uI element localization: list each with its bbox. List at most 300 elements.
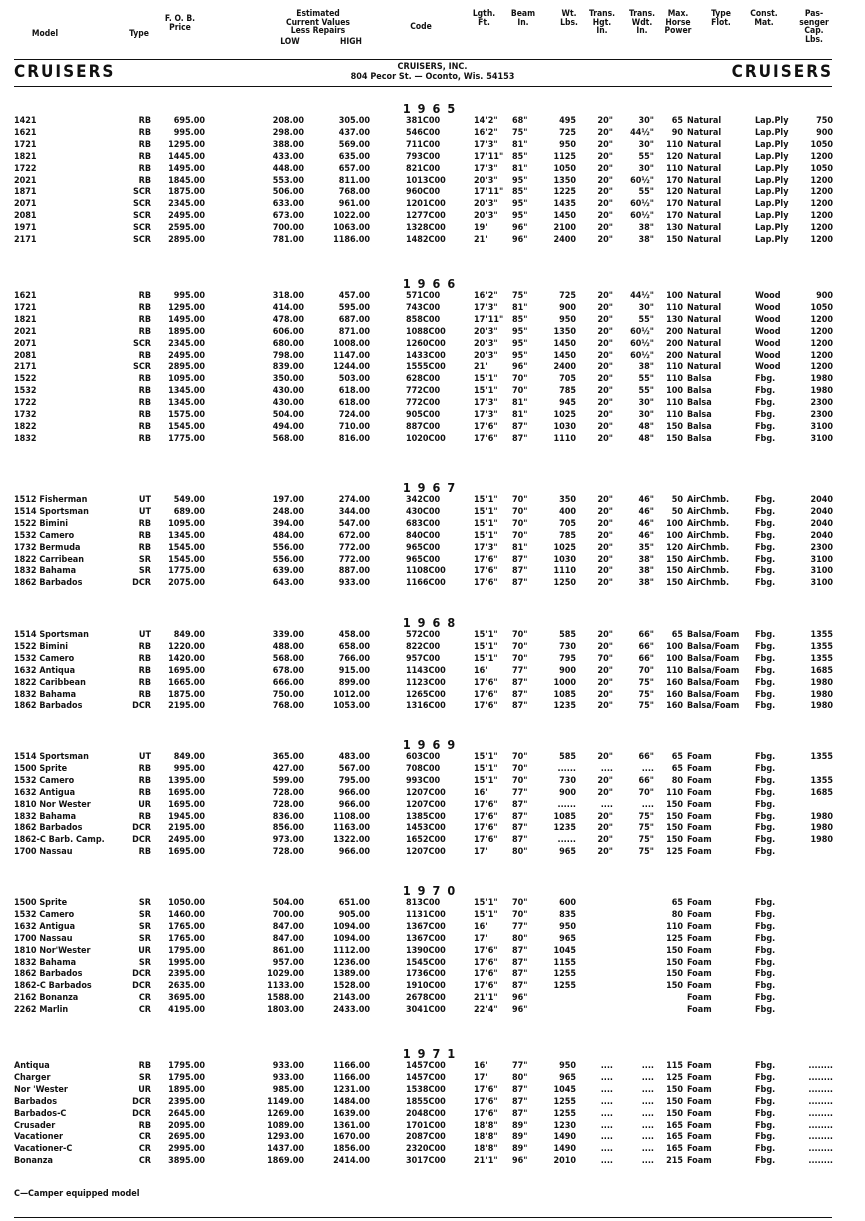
cell-price: 1875.00 xyxy=(168,689,205,700)
cell-price: 2995.00 xyxy=(168,1144,205,1155)
cell-code: 1207C00 xyxy=(406,799,446,810)
cell-high: 1008.00 xyxy=(333,338,370,349)
cell-type: UR xyxy=(138,1084,151,1095)
cell-hp: 100 xyxy=(666,653,683,664)
cell-low: 298.00 xyxy=(272,127,304,138)
cell-price: 3695.00 xyxy=(168,993,205,1004)
cell-hp: 150 xyxy=(666,1108,683,1119)
cell-beam: 70" xyxy=(512,909,528,920)
cell-type: CR xyxy=(138,1156,151,1167)
cell-length: 17'3" xyxy=(474,410,498,420)
cell-high: 2143.00 xyxy=(333,993,370,1004)
cell-hp: 100 xyxy=(666,530,683,541)
cell-low: 606.00 xyxy=(272,326,304,337)
cell-code: 1131C00 xyxy=(406,909,446,920)
cell-hp: 165 xyxy=(666,1120,683,1131)
cell-flotation: Foam xyxy=(687,847,712,858)
cell-price: 695.00 xyxy=(173,116,205,126)
cell-weight: 1050 xyxy=(553,163,576,174)
cell-code: 772C00 xyxy=(406,386,441,397)
cell-code: 1457C00 xyxy=(406,1061,446,1071)
cell-hp: 110 xyxy=(666,163,683,174)
table-row xyxy=(0,531,865,542)
cell-low: 506.00 xyxy=(272,187,304,198)
cell-flotation: Foam xyxy=(687,933,712,944)
cell-type: SR xyxy=(138,933,151,944)
cell-hp: 150 xyxy=(666,799,683,810)
cell-hp: 150 xyxy=(666,566,683,577)
cell-type: RB xyxy=(138,350,151,361)
cell-price: 2195.00 xyxy=(168,701,205,712)
cell-length: 17'6" xyxy=(474,554,498,565)
cell-high: 1856.00 xyxy=(333,1144,370,1155)
cell-construction: Fbg. xyxy=(755,641,776,652)
cell-flotation: AirChmb. xyxy=(687,554,730,565)
cell-low: 1089.00 xyxy=(267,1120,304,1131)
cell-code: 1453C00 xyxy=(406,823,446,834)
cell-beam: 80" xyxy=(512,847,528,858)
cell-weight: 705 xyxy=(559,374,576,385)
cell-capacity: 2040 xyxy=(810,495,833,505)
cell-low: 318.00 xyxy=(272,291,304,301)
cell-code: 858C00 xyxy=(406,314,441,325)
cell-beam: 70" xyxy=(512,630,528,640)
cell-flotation: Balsa xyxy=(687,421,712,432)
cell-model: 1514 Sportsman xyxy=(14,752,89,762)
cell-capacity: 1355 xyxy=(810,630,833,640)
table-row xyxy=(0,800,865,811)
cell-construction: Lap.Ply xyxy=(755,151,789,162)
cell-price: 1420.00 xyxy=(168,653,205,664)
cell-trans-height: 20" xyxy=(597,677,613,688)
cell-weight: 400 xyxy=(559,506,576,517)
cell-flotation: Foam xyxy=(687,811,712,822)
cell-trans-width: 66" xyxy=(638,653,654,664)
cell-trans-width: .... xyxy=(641,1061,654,1071)
cell-trans-height: 20" xyxy=(597,302,613,313)
cell-trans-width: 38" xyxy=(638,235,654,245)
table-row xyxy=(0,235,865,246)
cell-type: SR xyxy=(138,957,151,968)
cell-hp: 100 xyxy=(666,291,683,301)
cell-construction: Fbg. xyxy=(755,542,776,553)
cell-capacity: ........ xyxy=(808,1132,833,1143)
cell-low: 700.00 xyxy=(272,223,304,234)
cell-construction: Wood xyxy=(755,302,781,313)
cell-code: 793C00 xyxy=(406,151,441,162)
cell-trans-height: 20" xyxy=(597,689,613,700)
table-row xyxy=(0,1121,865,1132)
cell-price: 2345.00 xyxy=(168,199,205,210)
cell-flotation: Natural xyxy=(687,151,722,162)
cell-code: 2678C00 xyxy=(406,993,446,1004)
cell-construction: Lap.Ply xyxy=(755,211,789,222)
cell-trans-height: 20" xyxy=(597,787,613,798)
cell-length: 15'1" xyxy=(474,752,498,762)
cell-price: 2895.00 xyxy=(168,362,205,373)
cell-capacity: 1200 xyxy=(810,350,833,361)
cell-weight: 1110 xyxy=(553,566,576,577)
table-row xyxy=(0,678,865,689)
cell-price: 2345.00 xyxy=(168,338,205,349)
cell-hp: 165 xyxy=(666,1132,683,1143)
cell-capacity: 1200 xyxy=(810,223,833,234)
cell-hp: 150 xyxy=(666,235,683,245)
cell-type: SR xyxy=(138,566,151,577)
cell-trans-width: 60½" xyxy=(630,338,654,349)
cell-low: 1869.00 xyxy=(267,1156,304,1167)
cell-low: 556.00 xyxy=(272,554,304,565)
cell-model: 2262 Marlin xyxy=(14,1005,69,1016)
cell-construction: Fbg. xyxy=(755,799,776,810)
cell-hp: 130 xyxy=(666,314,683,325)
cell-high: 724.00 xyxy=(338,410,370,420)
cell-capacity: 1355 xyxy=(810,641,833,652)
cell-low: 248.00 xyxy=(272,506,304,517)
cell-trans-width: 38" xyxy=(638,362,654,373)
cell-beam: 87" xyxy=(512,823,528,834)
cell-construction: Lap.Ply xyxy=(755,235,789,245)
header-capacity: Pas- senger Cap. Lbs. xyxy=(799,9,829,45)
cell-beam: 96" xyxy=(512,235,528,245)
cell-hp: 110 xyxy=(666,362,683,373)
table-row xyxy=(0,1061,865,1072)
cell-beam: 70" xyxy=(512,518,528,529)
cell-beam: 95" xyxy=(512,338,528,349)
cell-weight: 1155 xyxy=(553,957,576,968)
cell-construction: Wood xyxy=(755,314,781,325)
cell-trans-width: 35" xyxy=(638,542,654,553)
cell-beam: 85" xyxy=(512,187,528,198)
table-row xyxy=(0,199,865,210)
cell-flotation: Balsa/Foam xyxy=(687,677,740,688)
cell-beam: 96" xyxy=(512,1005,528,1016)
cell-length: 21'1" xyxy=(474,1156,498,1167)
cell-high: 871.00 xyxy=(338,326,370,337)
cell-type: SCR xyxy=(132,362,151,373)
cell-high: 710.00 xyxy=(338,421,370,432)
cell-construction: Fbg. xyxy=(755,518,776,529)
table-row xyxy=(0,519,865,530)
cell-price: 1775.00 xyxy=(168,433,205,444)
cell-trans-height: 20" xyxy=(597,139,613,150)
cell-weight: 1000 xyxy=(553,677,576,688)
cell-type: RB xyxy=(138,326,151,337)
cell-flotation: Natural xyxy=(687,127,722,138)
cell-length: 17'3" xyxy=(474,163,498,174)
cell-weight: 1045 xyxy=(553,945,576,956)
cell-model: 1621 xyxy=(14,127,37,138)
cell-low: 861.00 xyxy=(272,945,304,956)
cell-model: Nor 'Wester xyxy=(14,1084,68,1095)
cell-capacity: 1200 xyxy=(810,235,833,245)
cell-capacity: 1050 xyxy=(810,302,833,313)
cell-capacity: 1200 xyxy=(810,211,833,222)
cell-model: 1832 Bahama xyxy=(14,689,77,700)
cell-hp: 160 xyxy=(666,677,683,688)
cell-length: 16' xyxy=(474,665,488,676)
cell-high: 933.00 xyxy=(338,578,370,589)
cell-model: 1632 Antiqua xyxy=(14,665,76,676)
table-row xyxy=(0,788,865,799)
cell-weight: 725 xyxy=(559,127,576,138)
cell-code: 960C00 xyxy=(406,187,441,198)
cell-high: 1094.00 xyxy=(333,921,370,932)
cell-flotation: Foam xyxy=(687,957,712,968)
cell-flotation: Foam xyxy=(687,1061,712,1071)
cell-price: 2395.00 xyxy=(168,969,205,980)
table-row xyxy=(0,812,865,823)
cell-length: 17'6" xyxy=(474,689,498,700)
cell-hp: 150 xyxy=(666,421,683,432)
cell-beam: 89" xyxy=(512,1144,528,1155)
cell-type: CR xyxy=(138,1005,151,1016)
cell-hp: 100 xyxy=(666,641,683,652)
cell-type: SR xyxy=(138,921,151,932)
table-row xyxy=(0,958,865,969)
cell-model: 1514 Sportsman xyxy=(14,630,89,640)
cell-code: 1207C00 xyxy=(406,847,446,858)
cell-type: RB xyxy=(138,530,151,541)
cell-price: 1345.00 xyxy=(168,398,205,409)
cell-construction: Fbg. xyxy=(755,957,776,968)
cell-length: 17'6" xyxy=(474,969,498,980)
cell-code: 1020C00 xyxy=(406,433,446,444)
cell-trans-width: 75" xyxy=(638,811,654,822)
cell-beam: 70" xyxy=(512,898,528,908)
cell-capacity: 3100 xyxy=(810,421,833,432)
cell-model: 1821 xyxy=(14,151,37,162)
cell-code: 1277C00 xyxy=(406,211,446,222)
cell-code: 813C00 xyxy=(406,898,441,908)
cell-hp: 110 xyxy=(666,374,683,385)
cell-weight: 1110 xyxy=(553,433,576,444)
table-row xyxy=(0,1144,865,1155)
cell-weight: 2010 xyxy=(553,1156,576,1167)
cell-beam: 70" xyxy=(512,506,528,517)
cell-code: 572C00 xyxy=(406,630,441,640)
cell-beam: 87" xyxy=(512,1096,528,1107)
cell-price: 849.00 xyxy=(173,752,205,762)
cell-type: DCR xyxy=(132,981,151,992)
cell-flotation: Balsa xyxy=(687,374,712,385)
cell-trans-width: 66" xyxy=(638,630,654,640)
cell-construction: Fbg. xyxy=(755,386,776,397)
cell-code: 2048C00 xyxy=(406,1108,446,1119)
cell-type: SCR xyxy=(132,199,151,210)
cell-type: RB xyxy=(138,542,151,553)
cell-beam: 81" xyxy=(512,398,528,409)
header-type: Type xyxy=(129,29,149,39)
cell-weight: 350 xyxy=(559,495,576,505)
cell-code: 1166C00 xyxy=(406,578,446,589)
cell-length: 15'1" xyxy=(474,386,498,397)
cell-code: 603C00 xyxy=(406,752,441,762)
cell-code: 957C00 xyxy=(406,653,441,664)
cell-beam: 75" xyxy=(512,127,528,138)
cell-low: 339.00 xyxy=(272,630,304,640)
cell-code: 381C00 xyxy=(406,116,441,126)
table-row xyxy=(0,922,865,933)
cell-length: 17'6" xyxy=(474,677,498,688)
cell-length: 16'2" xyxy=(474,127,498,138)
cell-high: 1670.00 xyxy=(333,1132,370,1143)
cell-capacity: 1980 xyxy=(810,811,833,822)
cell-code: 711C00 xyxy=(406,139,441,150)
cell-beam: 87" xyxy=(512,554,528,565)
cell-code: 1910C00 xyxy=(406,981,446,992)
table-row xyxy=(0,116,865,127)
cell-price: 1345.00 xyxy=(168,530,205,541)
cell-flotation: Foam xyxy=(687,835,712,846)
cell-trans-height: .... xyxy=(600,1156,613,1167)
cell-price: 1795.00 xyxy=(168,1061,205,1071)
cell-hp: 120 xyxy=(666,151,683,162)
cell-type: RB xyxy=(138,847,151,858)
cell-weight: 585 xyxy=(559,752,576,762)
footnote: C—Camper equipped model xyxy=(14,1189,140,1199)
cell-model: Crusader xyxy=(14,1120,56,1131)
cell-construction: Fbg. xyxy=(755,506,776,517)
cell-trans-width: 60½" xyxy=(630,326,654,337)
cell-trans-height: .... xyxy=(600,1132,613,1143)
cell-hp: 150 xyxy=(666,969,683,980)
cell-model: 2081 xyxy=(14,350,37,361)
cell-trans-width: 30" xyxy=(638,163,654,174)
cell-length: 15'1" xyxy=(474,653,498,664)
table-row xyxy=(0,969,865,980)
cell-flotation: Natural xyxy=(687,116,722,126)
cell-weight: ...... xyxy=(557,763,576,774)
cell-low: 680.00 xyxy=(272,338,304,349)
manufacturer-name: CRUISERS, INC. xyxy=(397,62,468,72)
cell-trans-width: 38" xyxy=(638,554,654,565)
cell-trans-width: .... xyxy=(641,1132,654,1143)
table-row xyxy=(0,339,865,350)
cell-model: 1722 xyxy=(14,398,37,409)
cell-weight: 950 xyxy=(559,314,576,325)
cell-high: 618.00 xyxy=(338,398,370,409)
cell-code: 1316C00 xyxy=(406,701,446,712)
cell-low: 433.00 xyxy=(272,151,304,162)
cell-capacity: 1980 xyxy=(810,835,833,846)
cell-hp: 125 xyxy=(666,933,683,944)
cell-weight: 1350 xyxy=(553,326,576,337)
cell-length: 15'1" xyxy=(474,775,498,786)
cell-capacity: ........ xyxy=(808,1144,833,1155)
cell-high: 1108.00 xyxy=(333,811,370,822)
cell-beam: 70" xyxy=(512,495,528,505)
cell-price: 549.00 xyxy=(173,495,205,505)
cell-flotation: Balsa/Foam xyxy=(687,701,740,712)
cell-trans-width: 55" xyxy=(638,187,654,198)
table-row xyxy=(0,654,865,665)
header-construction: Const. Mat. xyxy=(750,9,778,28)
cell-model: Bonanza xyxy=(14,1156,53,1167)
cell-length: 15'1" xyxy=(474,641,498,652)
cell-model: 1522 Bimini xyxy=(14,518,69,529)
cell-price: 2895.00 xyxy=(168,235,205,245)
cell-hp: 90 xyxy=(671,127,683,138)
table-row xyxy=(0,187,865,198)
cell-code: 1013C00 xyxy=(406,175,446,186)
table-row xyxy=(0,835,865,846)
cell-hp: 150 xyxy=(666,433,683,444)
cell-high: 905.00 xyxy=(338,909,370,920)
cell-length: 17'6" xyxy=(474,421,498,432)
cell-flotation: Balsa xyxy=(687,433,712,444)
cell-model: 1522 Bimini xyxy=(14,641,69,652)
cell-beam: 87" xyxy=(512,1084,528,1095)
cell-weight: ...... xyxy=(557,799,576,810)
cell-capacity: ........ xyxy=(808,1108,833,1119)
cell-trans-width: 38" xyxy=(638,566,654,577)
cell-low: 448.00 xyxy=(272,163,304,174)
cell-trans-height: 20" xyxy=(597,398,613,409)
cell-trans-height: 20" xyxy=(597,421,613,432)
cell-type: SCR xyxy=(132,235,151,245)
cell-hp: 150 xyxy=(666,1084,683,1095)
cell-beam: 80" xyxy=(512,933,528,944)
cell-model: 1810 Nor Wester xyxy=(14,799,91,810)
cell-trans-height: 20" xyxy=(597,554,613,565)
cell-flotation: Foam xyxy=(687,1120,712,1131)
cell-beam: 77" xyxy=(512,1061,528,1071)
table-row xyxy=(0,934,865,945)
cell-high: 1236.00 xyxy=(333,957,370,968)
cell-flotation: AirChmb. xyxy=(687,495,730,505)
table-row xyxy=(0,1073,865,1084)
table-row xyxy=(0,176,865,187)
cell-flotation: Foam xyxy=(687,752,712,762)
cell-weight: 950 xyxy=(559,1061,576,1071)
header-model: Model xyxy=(31,29,59,39)
cell-trans-height: .... xyxy=(600,1096,613,1107)
table-row xyxy=(0,374,865,385)
cell-capacity: 1200 xyxy=(810,199,833,210)
cell-price: 1295.00 xyxy=(168,302,205,313)
cell-beam: 81" xyxy=(512,542,528,553)
cell-beam: 87" xyxy=(512,811,528,822)
cell-length: 21' xyxy=(474,235,488,245)
cell-code: 3017C00 xyxy=(406,1156,446,1167)
cell-length: 21'1" xyxy=(474,993,498,1004)
cell-code: 1123C00 xyxy=(406,677,446,688)
table-row xyxy=(0,946,865,957)
cell-code: 1385C00 xyxy=(406,811,446,822)
cell-trans-width: 60½" xyxy=(630,350,654,361)
manufacturer-band xyxy=(0,60,865,84)
cell-weight: 585 xyxy=(559,630,576,640)
year-heading: 1966 xyxy=(402,276,463,291)
cell-weight: 1490 xyxy=(553,1132,576,1143)
cell-weight: 965 xyxy=(559,933,576,944)
cell-beam: 81" xyxy=(512,163,528,174)
cell-trans-width: 70" xyxy=(638,787,654,798)
cell-type: RB xyxy=(138,291,151,301)
cell-length: 16' xyxy=(474,1061,488,1071)
cell-trans-height: 20" xyxy=(597,752,613,762)
cell-low: 639.00 xyxy=(272,566,304,577)
cell-length: 17'3" xyxy=(474,542,498,553)
cell-model: 1621 xyxy=(14,291,37,301)
table-row xyxy=(0,981,865,992)
cell-type: RB xyxy=(138,374,151,385)
cell-low: 430.00 xyxy=(272,398,304,409)
cell-capacity: ........ xyxy=(808,1072,833,1083)
cell-low: 678.00 xyxy=(272,665,304,676)
cell-model: 1721 xyxy=(14,302,37,313)
